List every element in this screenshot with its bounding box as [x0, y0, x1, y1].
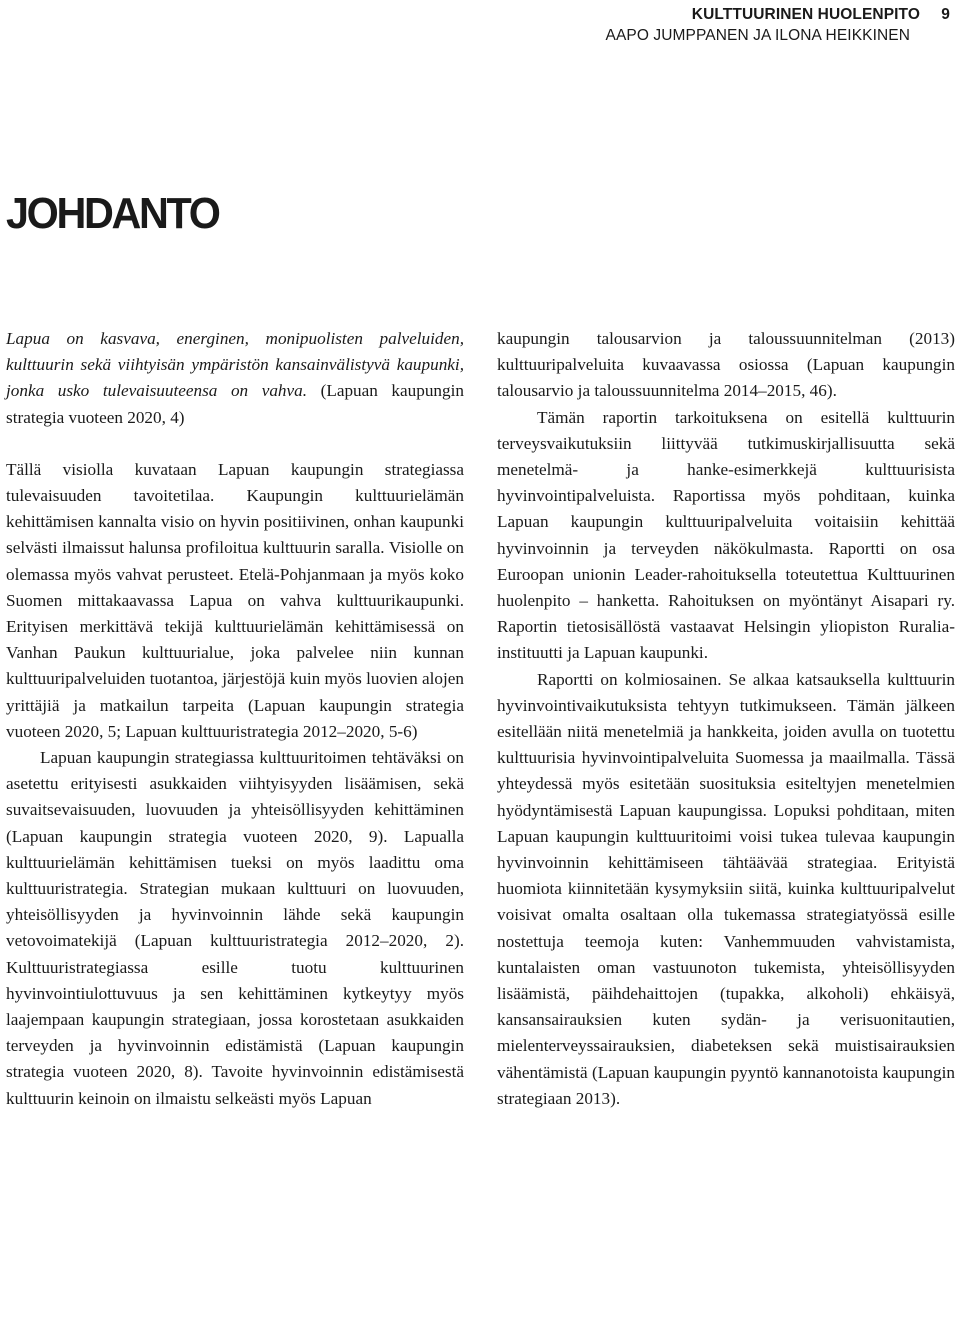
- running-title-line: [350, 4, 950, 25]
- paragraph: kaupungin talousarvion ja taloussuunnitelman (2013) kulttuuripalveluita kuvaavassa osiossa (Lapuan kaupungin talousarvio ja taloussuunnitelma 2014–2015, 46).: [497, 329, 955, 401]
- epigraph: [6, 326, 464, 431]
- chapter-title: JOHDANTO: [6, 189, 219, 238]
- running-header: [350, 4, 950, 46]
- epigraph-source: (Lapuan kaupungin strategia vuoteen 2020, 4): [6, 381, 464, 427]
- running-title: KULTTUURINEN HUOLENPITO: [691, 6, 920, 23]
- paragraph: Raportti on kolmiosainen. Se alkaa katsauksella kulttuurin hyvinvointivaikutuksista tehtyyn tutkimukseen. Tämän jälkeen esitellään niitä menetelmiä ja hankkeita, joiden avulla on tuotettu kulttuurisia hyvinvointipalveluita Suomessa ja maailmalla. Tässä yhteydessä myös esitetään suosituksia esiteltyjen menetelmien hyödyntämisestä Lapuan kaupungissa. Lopuksi pohditaan, miten Lapuan kaupungin kulttuuritoimi voisi tukea tulevaa kaupungin hyvinvoinnin kehittämiseen tähtäävää strategiaa. Erityistä huomiota kiinnitetään kysymyksiin siitä, kuinka kulttuuripalvelut voisivat omalta osaltaan olla tukemassa strategiatyössä esille nostettuja teemoja kuten: Vanhemmuuden vahvistamista, kuntalaisten oman vastuunoton tukemista, yhteisöllisyyden lisäämistä, päihdehaittojen (tupakka, alkoholi) ehkäisyä, kansansairauksien kuten sydän- ja verisuonitautien, mielenterveyssairauksien, diabeteksen sekä muistisairauksien vähentämistä (Lapuan kaupungin pyyntö kannanotoista kaupungin strategiaan 2013).: [497, 669, 955, 1108]
- left-column: [6, 326, 464, 1112]
- authors: AAPO JUMPPANEN JA ILONA HEIKKINEN: [605, 27, 910, 44]
- paragraph: Tämän raportin tarkoituksena on esitellä kulttuurin terveysvaikutuksiin liittyvää tutkimuskirjallisuutta sekä menetelmä- ja hanke-esimerkkejä kulttuurisista hyvinvointipalveluista. Raportissa myös pohditaan, kuinka Lapuan kaupungin kulttuuripalveluita voitaisiin kehittää hyvinvoinnin ja terveyden näkökulmasta. Raportti on osa Euroopan unionin Leader-rahoituksella toteutettua Kulttuurinen huolenpito – hanketta. Rahoituksen on myöntänyt Aisapari ry. Raportin tietosisällöstä vastaavat Helsingin yliopiston Ruralia-instituutti ja Lapuan kaupunki.: [497, 407, 955, 663]
- paragraph: Lapuan kaupungin strategiassa kulttuuritoimen tehtäväksi on asetettu erityisesti asukkaiden viihtyisyyden lisäämisen, sekä suvaitsevaisuuden, luovuuden ja yhteisöllisyyden kehittäminen (Lapuan kaupungin strategia vuoteen 2020, 9). Lapualla kulttuurielämän kehittämisen tueksi on myös laadittu oma kulttuuristrategia. Strategian mukaan kulttuuri on luovuuden, yhteisöllisyyden ja hyvinvoinnin lähde sekä kaupungin vetovoimatekijä (Lapuan kulttuuristrategia 2012–2020, 2). Kulttuuristrategiassa esille tuotu kulttuurinen hyvinvointiulottuvuus ja sen kehittäminen kytkeytyy myös laajempaan kaupungin strategiaan, jossa korostetaan asukkaiden terveyden ja hyvinvoinnin edistämistä (Lapuan kaupungin strategia vuoteen 2020, 8). Tavoite hyvinvoinnin edistämisestä kulttuurin keinoin on ilmaistu selkeästi myös Lapuan: [6, 748, 464, 1108]
- epigraph-quote: Lapua on kasvava, energinen, monipuolisten palveluiden, kulttuurin sekä viihtyisän ympäristön kansainvälistyvä kaupunki, jonka usko tulevaisuuteensa on vahva.: [6, 329, 464, 401]
- paragraph: Tällä visiolla kuvataan Lapuan kaupungin strategiassa tulevaisuuden tavoitetilaa. Kaupungin kulttuurielämän kehittämisen kannalta visio on hyvin positiivinen, onhan kaupunki selvästi ilmaissut halunsa profiloitua kulttuurin saralla. Visiolle on olemassa myös vahvat perusteet. Etelä-Pohjanmaan ja myös koko Suomen mittakaavassa Lapua on vahva kulttuurikaupunki. Erityisen merkittävä tekijä kulttuurielämän kehittämisessä on Vanhan Paukun kulttuurialue, joka palvelee niin kunnan kulttuuripalveluiden tuotantoa, järjestöjä kuin myös luovien alojen yrittäjiä ja matkailun tarpeita (Lapuan kaupungin strategia vuoteen 2020, 5; Lapuan kulttuuristrategia 2012–2020, 5-6): [6, 459, 464, 741]
- right-column: [497, 326, 955, 1112]
- page-number: 9: [941, 6, 950, 23]
